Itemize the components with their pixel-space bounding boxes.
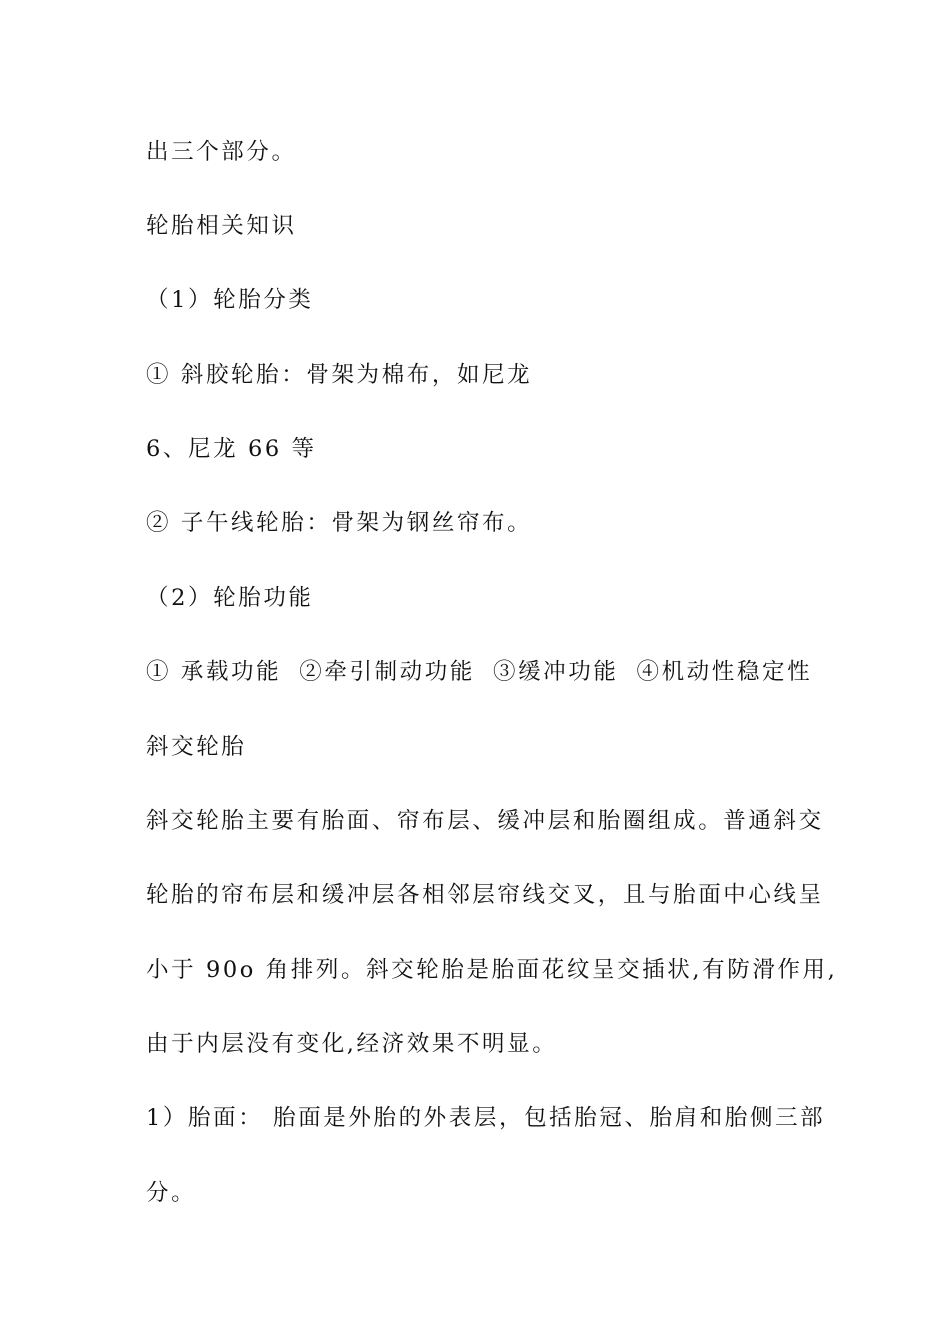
list-item-bias-tire-continued: 6、尼龙 66 等 [146,436,317,462]
function-load-bearing: ① 承载功能 [146,659,282,685]
list-item-bias-tire: ① 斜胶轮胎：骨架为棉布，如尼龙 [146,362,533,388]
paragraph-line-2: 轮胎的帘布层和缓冲层各相邻层帘线交叉，且与胎面中心线呈 [146,882,824,908]
tread-description-line-1: 1）胎面： 胎面是外胎的外表层，包括胎冠、胎肩和胎侧三部 [146,1105,826,1131]
paragraph-line-3: 小于 90o 角排列。斜交轮胎是胎面花纹呈交插状,有防滑作用, [146,957,838,983]
paragraph-line-1: 斜交轮胎主要有胎面、帘布层、缓冲层和胎圈组成。普通斜交 [146,808,824,834]
function-traction-braking: ②牵引制动功能 [299,659,475,685]
tire-functions-list [146,657,812,687]
list-item-radial-tire: ② 子午线轮胎：骨架为钢丝帘布。 [146,510,533,536]
paragraph-continuation: 出三个部分。 [146,139,297,165]
tread-description-line-2: 分。 [146,1180,197,1206]
paragraph-line-4: 由于内层没有变化,经济效果不明显。 [146,1031,558,1057]
subheading-tire-functions: （2）轮胎功能 [146,585,314,611]
section-heading-bias-tire: 斜交轮胎 [146,734,247,760]
function-cushioning: ③缓冲功能 [492,659,619,685]
subheading-tire-classification: （1）轮胎分类 [146,287,314,313]
function-maneuverability-stability: ④机动性稳定性 [636,659,813,685]
section-heading-tire-knowledge: 轮胎相关知识 [146,213,297,239]
